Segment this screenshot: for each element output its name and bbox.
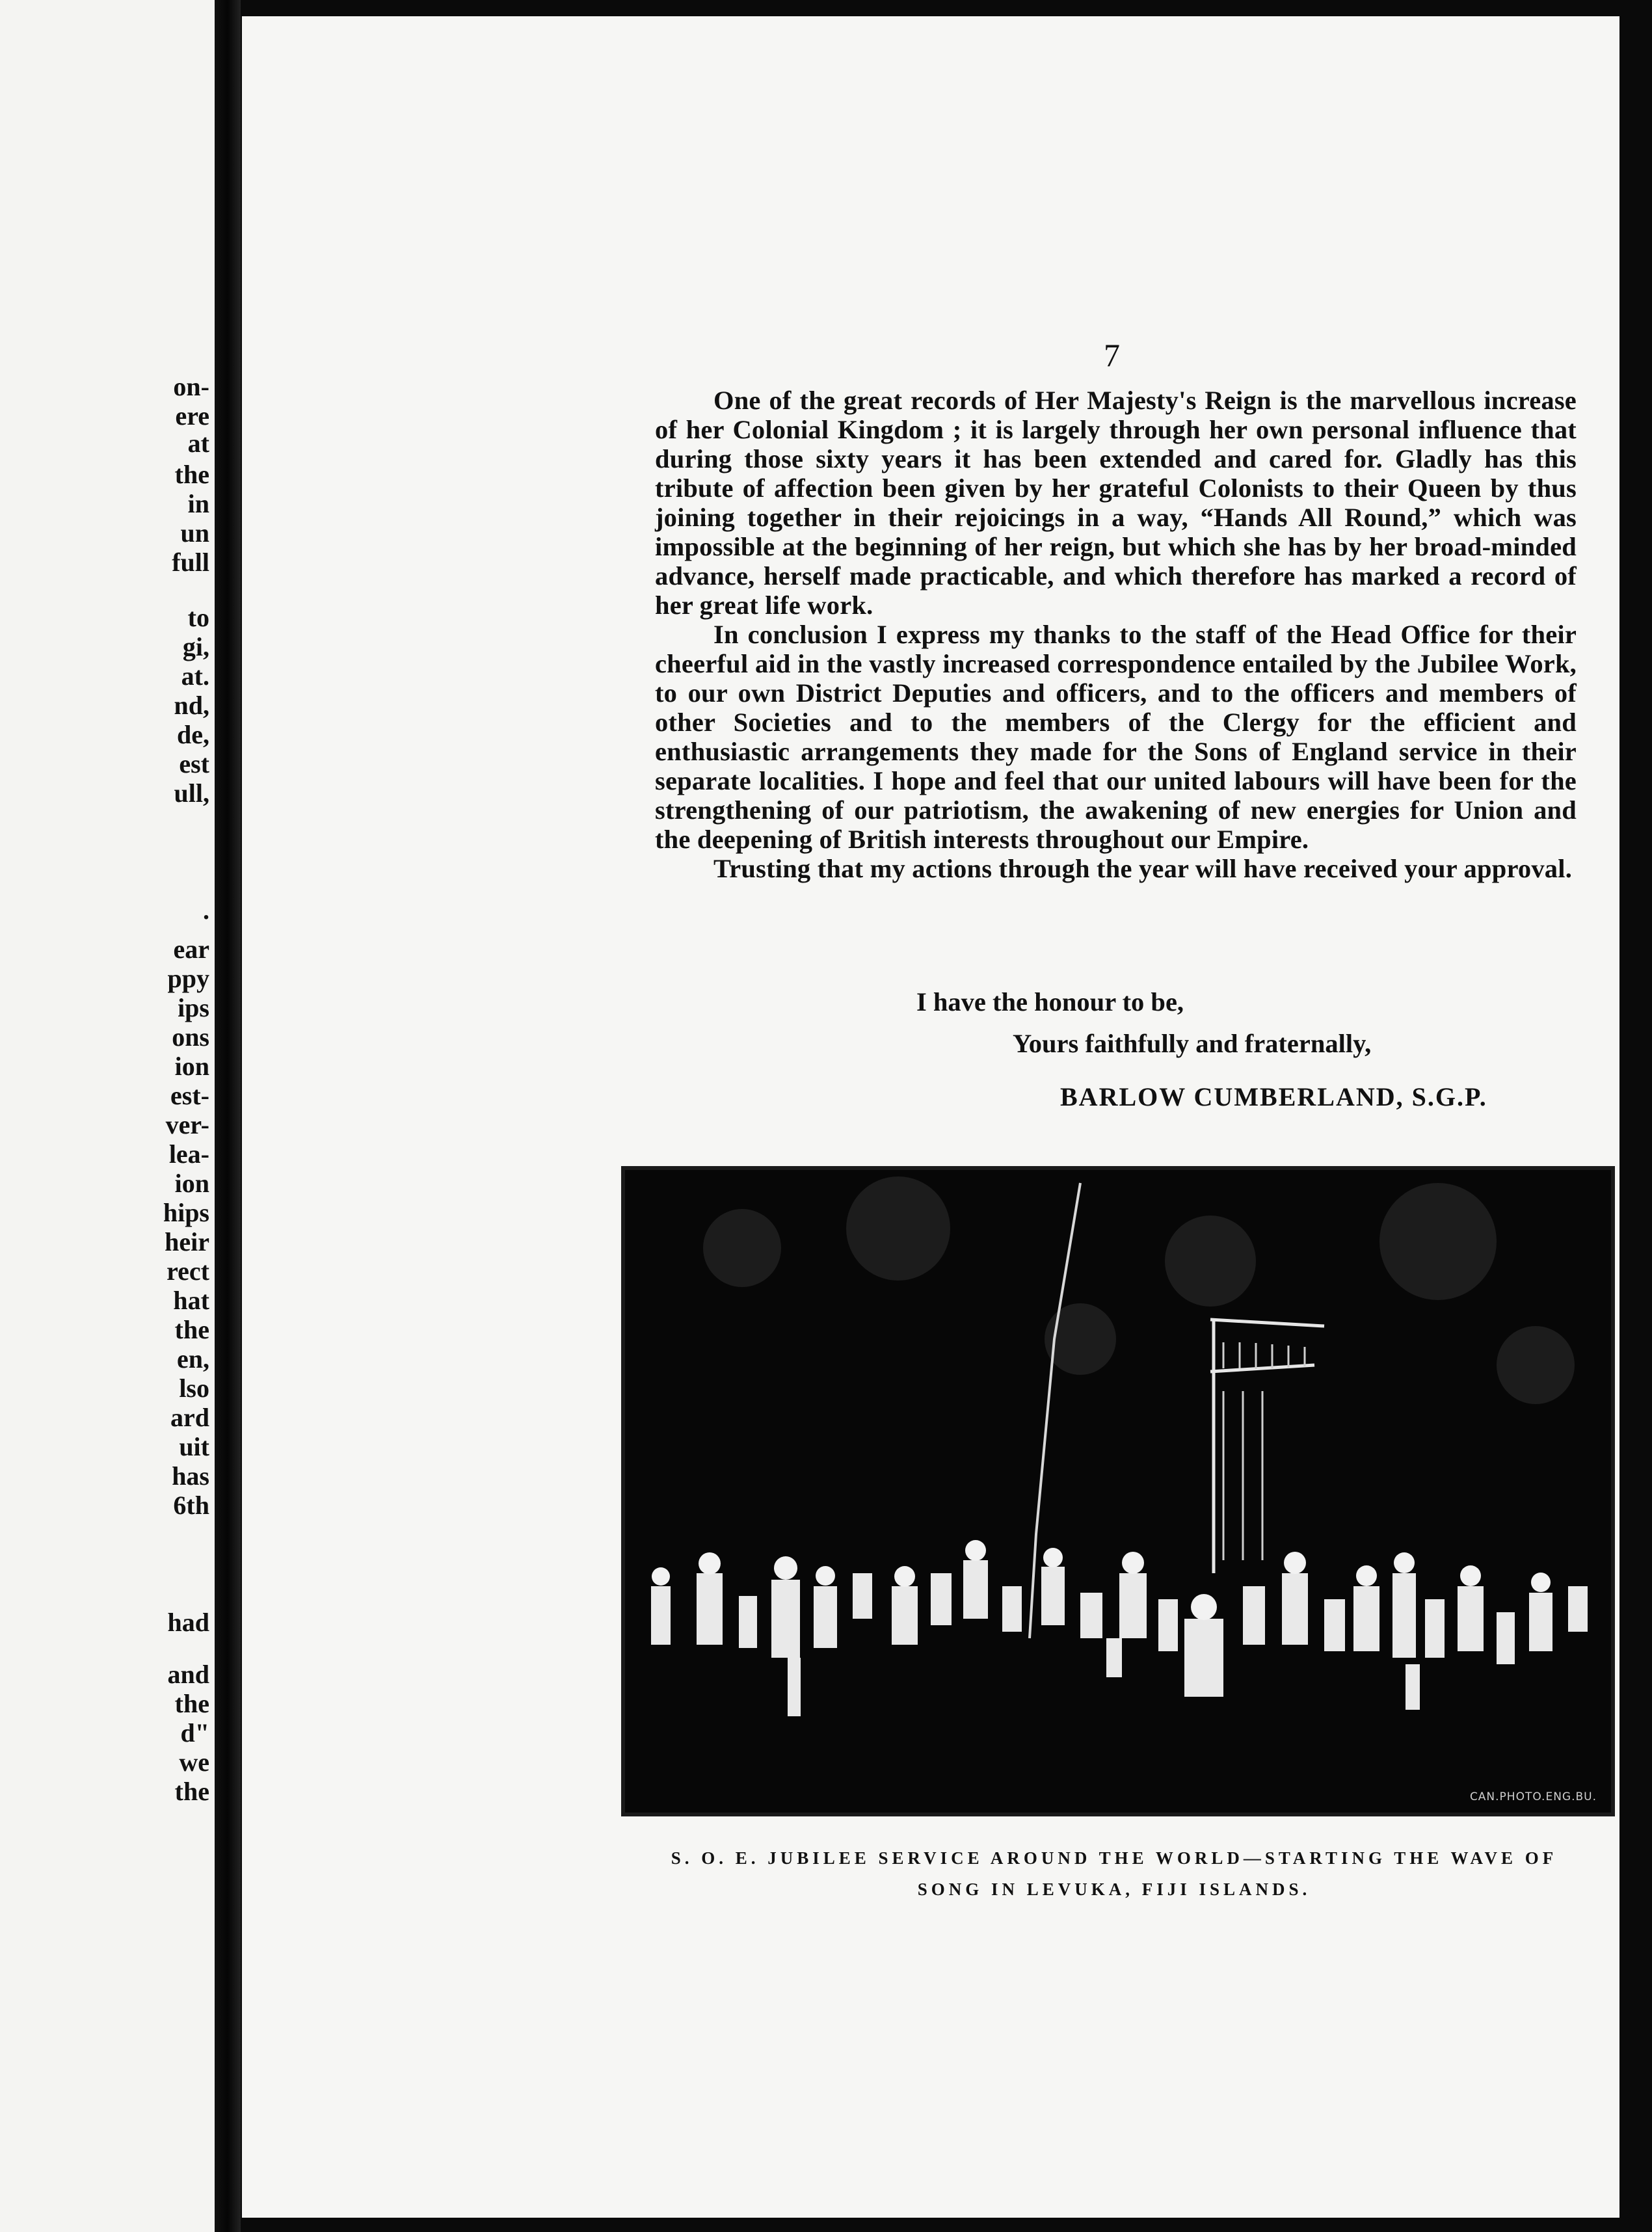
- facing-page-text-fragment: at: [187, 429, 209, 458]
- facing-page-text-fragment: ere: [175, 401, 209, 431]
- valediction: Yours faithfully and fraternally,: [1013, 1029, 1372, 1058]
- facing-page-text-fragment: un: [180, 518, 209, 548]
- facing-page-text-fragment: 6th: [173, 1491, 209, 1520]
- facing-page-text-fragment: nd,: [174, 691, 209, 720]
- document-page: [242, 16, 1619, 2218]
- facing-page-text-fragment: est: [179, 749, 209, 778]
- salutation: I have the honour to be,: [916, 987, 1184, 1016]
- facing-page-text-fragment: the: [174, 1315, 209, 1344]
- facing-page-text-fragment: ips: [178, 993, 209, 1022]
- facing-page-text-fragment: hat: [173, 1286, 209, 1315]
- facing-page-text-fragment: has: [172, 1461, 209, 1491]
- facing-page-text-fragment: the: [174, 1689, 209, 1718]
- facing-page-text-fragment: gi,: [182, 632, 209, 661]
- facing-page-text-fragment: the: [174, 460, 209, 489]
- facing-page-text-fragment: to: [187, 603, 209, 632]
- facing-page-text-fragment: at.: [181, 661, 209, 691]
- facing-page-text-fragment: en,: [177, 1344, 209, 1374]
- paragraph-conclusion-thanks: In conclusion I express my thanks to the staff of the Head Office for their cheerful aid in the vastly increased correspondence entailed by the Jubilee Work, to our own District Deputies and officers, and to the officers and members of other Societies and to the members of the Clergy for the efficient and enthusiastic arrangements they made for the Sons of England service in their separate localities. I hope and feel that our united labours will have been for the strengthening of our patriotism, the awakening of new energies for Union and the deepening of British interests throughout our Empire.: [655, 620, 1577, 854]
- page-gutter: [215, 0, 241, 2232]
- caption-line-1: S. O. E. JUBILEE SERVICE AROUND THE WORLD—STARTING THE WAVE OF: [671, 1848, 1558, 1868]
- facing-page-fragment: [0, 0, 215, 2232]
- caption-line-2: SONG IN LEVUKA, FIJI ISLANDS.: [917, 1880, 1311, 1899]
- facing-page-text-fragment: rect: [167, 1256, 209, 1286]
- facing-page-text-fragment: ver-: [165, 1110, 209, 1139]
- facing-page-text-fragment: we: [179, 1747, 209, 1777]
- paragraph-trusting: Trusting that my actions through the year will have received your approval.: [713, 854, 1573, 883]
- facing-page-text-fragment: ard: [170, 1403, 209, 1432]
- facing-page-text-fragment: est-: [170, 1081, 209, 1110]
- page-number: 7: [1104, 337, 1120, 373]
- facing-page-text-fragment: ear: [173, 935, 209, 964]
- photo-caption: [621, 1842, 1607, 1905]
- facing-page-text-fragment: ull,: [174, 778, 209, 808]
- facing-page-text-fragment: and: [167, 1660, 209, 1689]
- facing-page-text-fragment: on-: [173, 372, 209, 401]
- paragraph-colonial-kingdom: One of the great records of Her Majesty's Reign is the marvellous increase of her Colonial Kingdom ; it is largely through her own personal influence that during those sixty years it has been extended and cared for. Gladly has this tribute of affection been given by her grateful Colonists to their Queen by thus joining together in their rejoicings in a way, “Hands All Round,” which was impossible at the beginning of her reign, but which she has by her broad-minded advance, herself made practicable, and which therefore has marked a record of her great life work.: [655, 386, 1577, 620]
- facing-page-text-fragment: ion: [174, 1052, 209, 1081]
- facing-page-text-fragment: the: [174, 1777, 209, 1806]
- facing-page-text-fragment: full: [172, 548, 209, 577]
- facing-page-text-fragment: uit: [179, 1432, 209, 1461]
- facing-page-text-fragment: .: [203, 896, 209, 925]
- facing-page-text-fragment: heir: [165, 1227, 209, 1256]
- letter-body: [655, 386, 1577, 883]
- signature: BARLOW CUMBERLAND, S.G.P.: [1060, 1082, 1487, 1111]
- photo-engraver-credit: CAN.PHOTO.ENG.BU.: [1469, 1790, 1597, 1803]
- facing-page-text-fragment: ion: [174, 1169, 209, 1198]
- facing-page-text-fragment: d": [180, 1718, 209, 1747]
- facing-page-text-fragment: ppy: [167, 964, 209, 993]
- facing-page-text-fragment: hips: [163, 1198, 209, 1227]
- photograph-image: [625, 1170, 1611, 1813]
- jubilee-service-photograph: [621, 1166, 1615, 1816]
- facing-page-text-fragment: had: [167, 1608, 209, 1637]
- facing-page-text-fragment: lea-: [168, 1139, 209, 1169]
- facing-page-text-fragment: lso: [179, 1374, 209, 1403]
- facing-page-text-fragment: in: [187, 489, 209, 518]
- facing-page-text-fragment: de,: [177, 720, 209, 749]
- facing-page-text-fragment: ons: [172, 1022, 209, 1052]
